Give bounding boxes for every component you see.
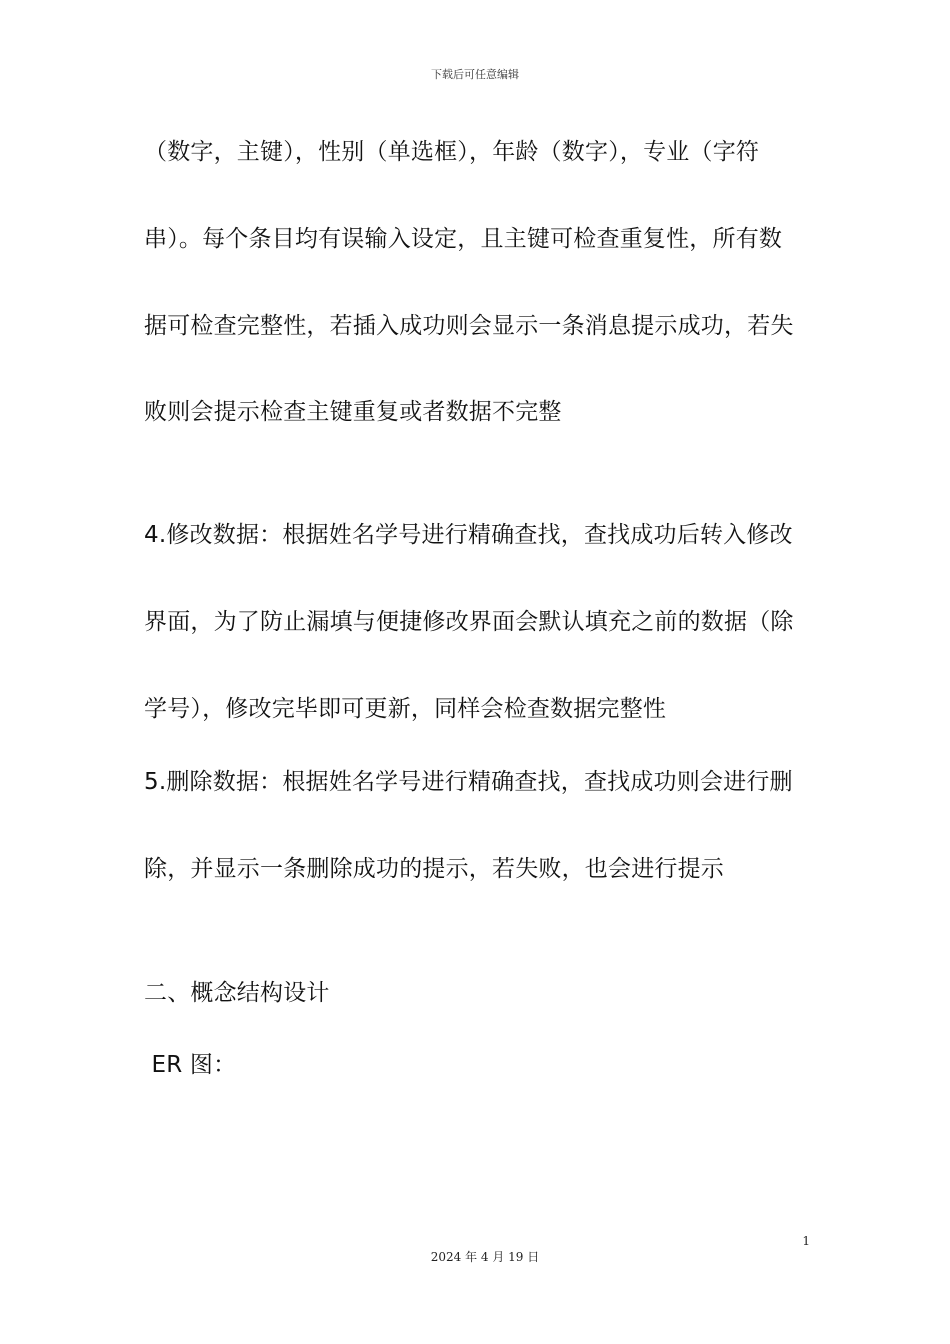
body-line-4: 败则会提示检查主键重复或者数据不完整: [144, 399, 562, 425]
body-line-8: 5.删除数据：根据姓名学号进行精确查找，查找成功则会进行删: [144, 769, 793, 795]
body-line-7: 学号），修改完毕即可更新，同样会检查数据完整性: [144, 696, 667, 722]
body-line-6: 界面，为了防止漏填与便捷修改界面会默认填充之前的数据（除: [144, 609, 794, 635]
page-header: 下载后可任意编辑: [431, 68, 519, 81]
page-footer-date: 2024 年 4 月 19 日: [430, 1250, 540, 1264]
body-line-1: （数字，主键），性别（单选框），年龄（数字），专业（字符: [144, 139, 760, 165]
body-line-2: 串）。每个条目均有误输入设定，且主键可检查重复性，所有数: [144, 226, 783, 252]
body-line-5: 4.修改数据：根据姓名学号进行精确查找，查找成功后转入修改: [144, 522, 793, 548]
page-number: 1: [802, 1234, 810, 1248]
body-line-9: 除，并显示一条删除成功的提示，若失败，也会进行提示: [144, 856, 724, 882]
body-line-3: 据可检查完整性，若插入成功则会显示一条消息提示成功，若失: [144, 313, 794, 339]
er-diagram-label: ER 图：: [144, 1052, 237, 1078]
section-heading: 二、概念结构设计: [144, 980, 330, 1006]
